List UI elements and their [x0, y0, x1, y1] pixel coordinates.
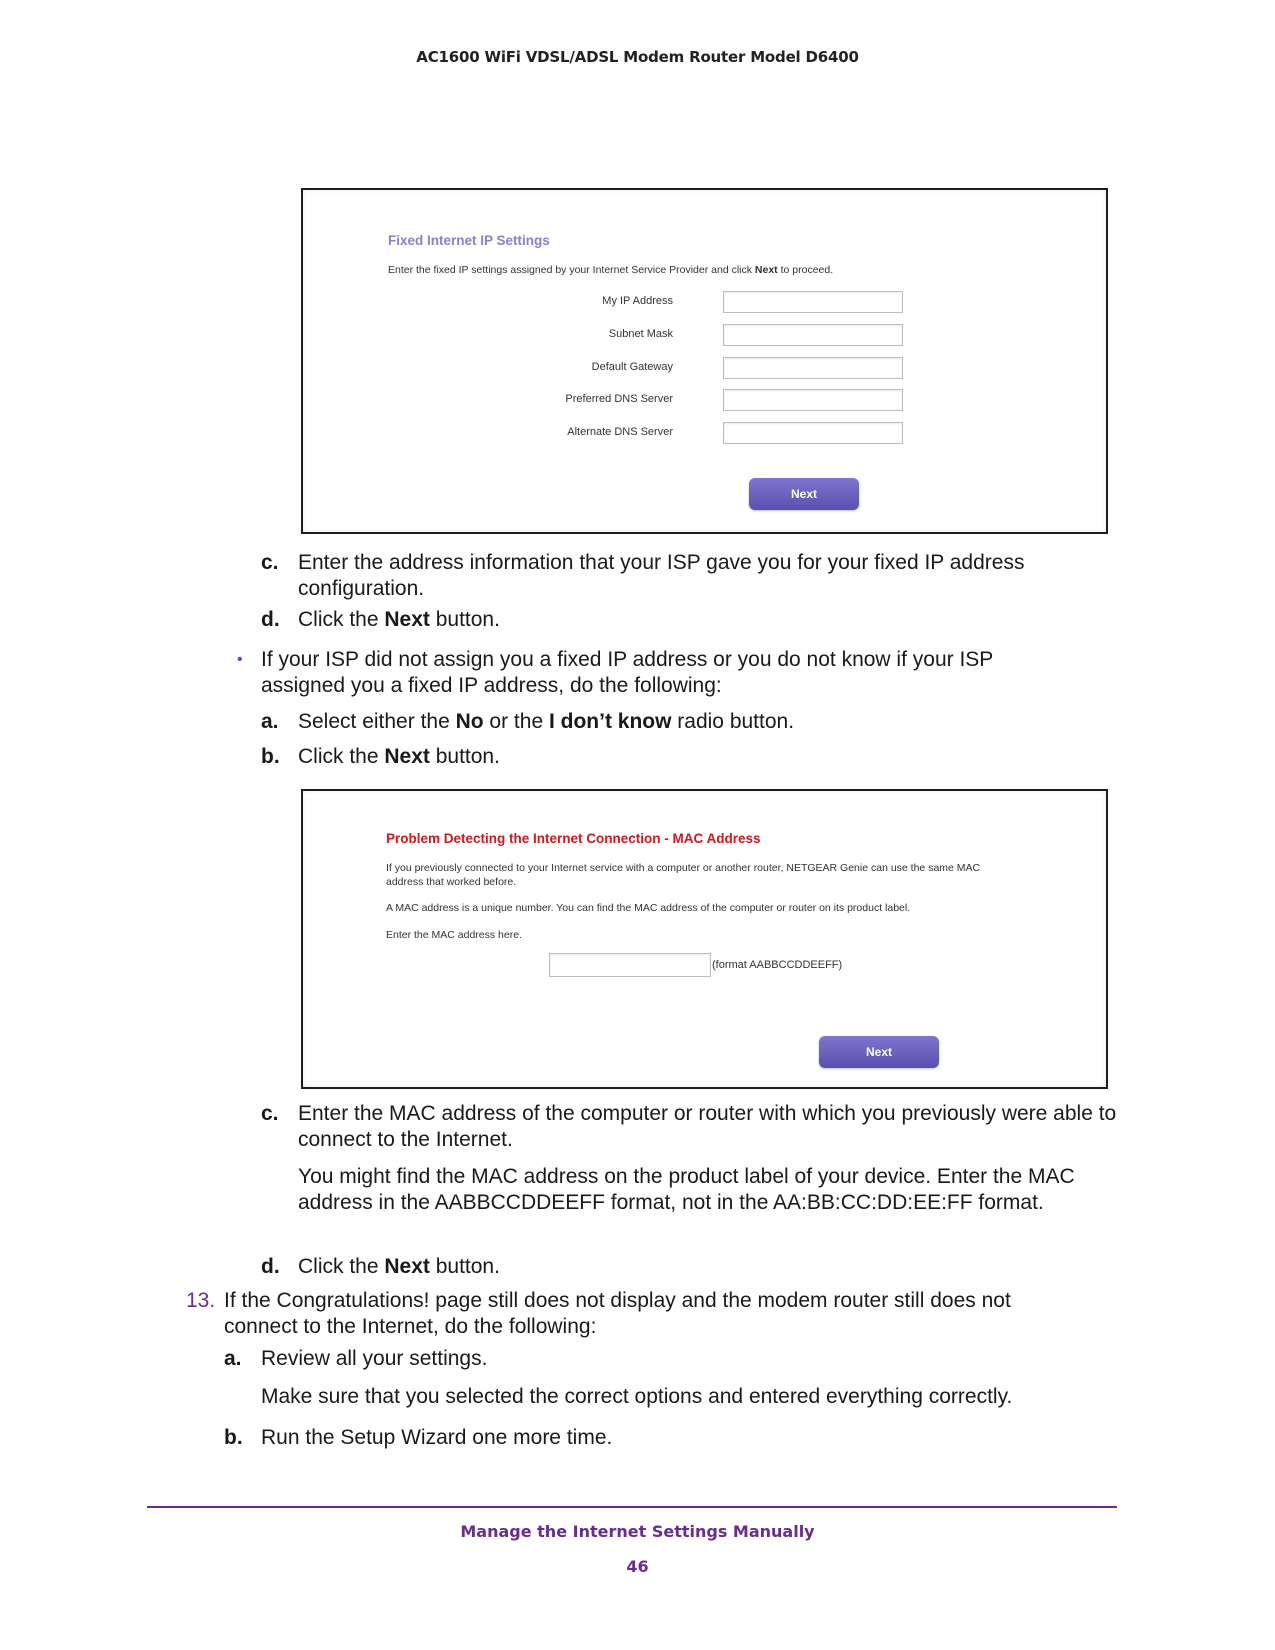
- default-gateway-label: Default Gateway: [591, 361, 673, 373]
- fixed-ip-instruction: Enter the fixed IP settings assigned by your Internet Service Provider and click Next to proceed.: [388, 264, 834, 276]
- bullet-icon: •: [237, 651, 243, 668]
- step-text: If the Congratulations! page still does not display and the modem router still does not connect to the Internet, do the following:: [224, 1289, 1011, 1338]
- step-text: Review all your settings.: [261, 1347, 488, 1370]
- alternate-dns-input[interactable]: [723, 422, 903, 444]
- step-text: Run the Setup Wizard one more time.: [261, 1426, 613, 1449]
- mac-text-enter-here: Enter the MAC address here.: [386, 929, 522, 941]
- subnet-mask-label: Subnet Mask: [608, 328, 673, 340]
- footer-divider: [147, 1506, 1117, 1508]
- step-marker: b.: [261, 745, 280, 768]
- step-text: Select either the No or the I don’t know radio button.: [298, 710, 795, 733]
- fixed-ip-title: Fixed Internet IP Settings: [388, 233, 550, 248]
- subnet-mask-input[interactable]: [723, 324, 903, 346]
- step-marker: d.: [261, 608, 280, 631]
- mac-text-previous-connection: If you previously connected to your Internet service with a computer or another router, NETGEAR Genie can use the same MAC address that worked before.: [386, 862, 981, 888]
- preferred-dns-label: Preferred DNS Server: [565, 393, 673, 405]
- step-marker: b.: [224, 1426, 243, 1449]
- step-marker: a.: [224, 1347, 242, 1370]
- step-marker: c.: [261, 551, 279, 574]
- mac-address-input[interactable]: [549, 953, 711, 977]
- footer-page-number: 46: [626, 1557, 649, 1576]
- fixed-ip-settings-screenshot: [301, 188, 1108, 534]
- step-text: Enter the address information that your ISP gave you for your fixed IP address configuration.: [298, 551, 1025, 600]
- step-note: Make sure that you selected the correct options and entered everything correctly.: [261, 1385, 1013, 1408]
- step-marker: c.: [261, 1102, 279, 1125]
- mac-address-screenshot: [301, 789, 1108, 1089]
- step-text: Click the Next button.: [298, 1255, 500, 1278]
- next-button[interactable]: Next: [819, 1036, 939, 1068]
- mac-text-unique-number: A MAC address is a unique number. You can find the MAC address of the computer or router on its product label.: [386, 902, 911, 914]
- step-marker: a.: [261, 710, 279, 733]
- alternate-dns-label: Alternate DNS Server: [567, 426, 673, 438]
- footer-section-title: Manage the Internet Settings Manually: [460, 1522, 815, 1541]
- mac-format-hint: (format AABBCCDDEEFF): [712, 959, 843, 971]
- preferred-dns-input[interactable]: [723, 389, 903, 411]
- my-ip-address-input[interactable]: [723, 291, 903, 313]
- page-header-title: AC1600 WiFi VDSL/ADSL Modem Router Model D6400: [416, 48, 859, 66]
- step-note: You might find the MAC address on the product label of your device. Enter the MAC address in the AABBCCDDEEFF format, not in the AA:BB:CC:DD:EE:FF format.: [298, 1165, 1075, 1214]
- step-text: Enter the MAC address of the computer or router with which you previously were able to connect to the Internet.: [298, 1102, 1117, 1151]
- default-gateway-input[interactable]: [723, 357, 903, 379]
- step-marker: d.: [261, 1255, 280, 1278]
- step-number: 13.: [186, 1289, 216, 1312]
- next-button[interactable]: Next: [749, 478, 859, 510]
- step-text: Click the Next button.: [298, 745, 500, 768]
- my-ip-address-label: My IP Address: [602, 295, 673, 307]
- mac-problem-title: Problem Detecting the Internet Connection - MAC Address: [386, 831, 761, 846]
- bullet-text: If your ISP did not assign you a fixed IP address or you do not know if your ISP assigned you a fixed IP address, do the following:: [261, 648, 993, 697]
- step-text: Click the Next button.: [298, 608, 500, 631]
